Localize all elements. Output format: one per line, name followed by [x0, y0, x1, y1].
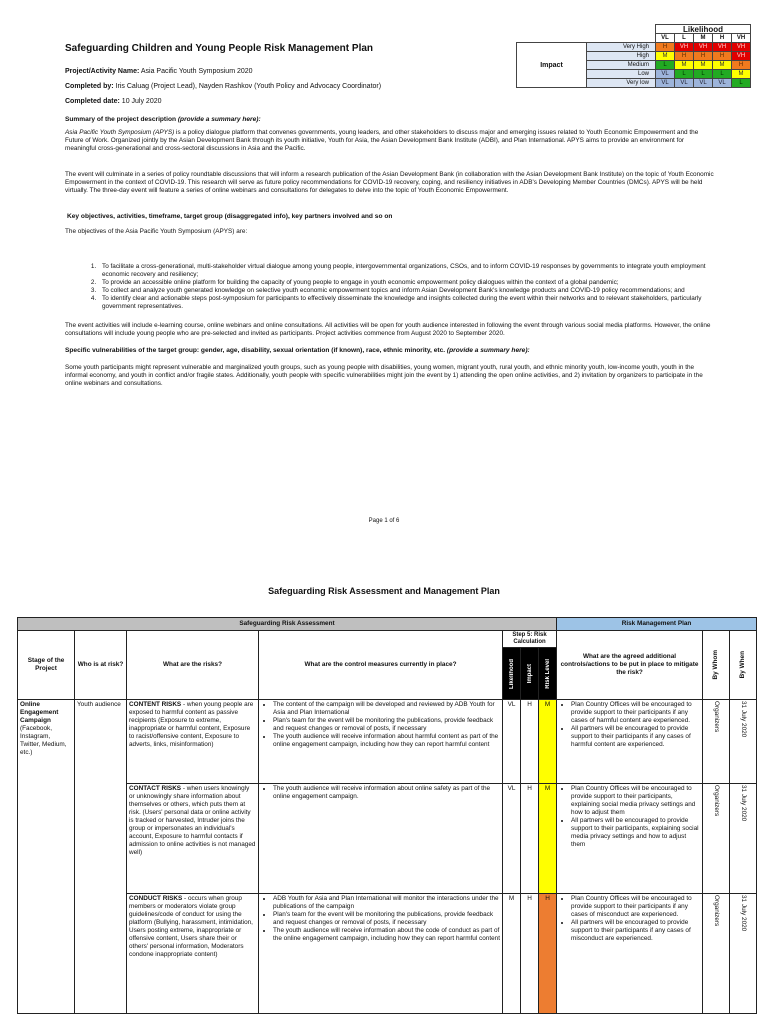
matrix-cell: VH	[713, 43, 732, 52]
risk-title: CONTACT RISKS	[129, 785, 182, 792]
matrix-row-label: Very High	[587, 43, 656, 52]
risk-cell	[127, 700, 259, 784]
matrix-cell: L	[713, 70, 732, 79]
matrix-column-header: M	[694, 34, 713, 43]
risk-title: CONDUCT RISKS	[129, 895, 183, 902]
project-name-value: Asia Pacific Youth Symposium 2020	[140, 68, 253, 75]
control-item: • The youth audience will receive information about the code of conduct as part of the online engagement campaign, including how they can report harmful content	[273, 927, 500, 943]
risk-plan-title: Safeguarding Risk Assessment and Management Plan	[268, 586, 500, 596]
objectives-list	[80, 263, 728, 311]
vulnerabilities-heading-note: (provide a summary here):	[446, 347, 530, 354]
who-cell: Youth audience	[75, 700, 127, 1014]
action-item: • Plan Country Offices will be encouraged to provide support to their participants, explaining social media privacy settings and how to adjust them	[571, 785, 700, 817]
completed-by-line	[65, 83, 381, 90]
likelihood-value: M	[503, 894, 521, 1014]
action-item: • All partners will be encouraged to provide support to their participants, explaining social media privacy settings and how to adjust them	[571, 817, 700, 849]
impact-header: Impact	[526, 663, 533, 684]
activities-paragraph: The event activities will include e-learning course, online webinars and online consultations. All activities will be open for youth audience interested in following the event through various social media platforms. However, the online consultations will include young people who are pre-selected and invited as participants. Project activities commence from August 2020 to September 2020.	[65, 322, 711, 337]
actions-cell	[557, 784, 703, 894]
risk-cell	[127, 784, 259, 894]
summary-heading-note: (provide a summary here):	[177, 116, 261, 123]
matrix-cell: L	[656, 61, 675, 70]
actions-cell	[557, 700, 703, 784]
control-item: • The content of the campaign will be developed and reviewed by ADB Youth for Asia and Plan International	[273, 701, 500, 717]
completed-date-line	[65, 98, 162, 105]
impact-label: Impact	[517, 43, 587, 88]
page-number: Page 1 of 6	[368, 518, 400, 524]
stage-header: Stage of the Project	[18, 631, 75, 700]
matrix-row	[517, 43, 751, 52]
impact-value: H	[521, 784, 539, 894]
objectives-intro: The objectives of the Asia Pacific Youth Symposium (APYS) are:	[65, 228, 248, 235]
completed-date-value: 10 July 2020	[121, 98, 162, 105]
by-when-header: By When	[739, 651, 747, 679]
management-group-header: Risk Management Plan	[557, 618, 757, 631]
risks-header: What are the risks?	[127, 631, 259, 700]
project-name-line	[65, 68, 253, 75]
controls-cell	[259, 784, 503, 894]
likelihood-value: VL	[503, 700, 521, 784]
who-header: Who is at risk?	[75, 631, 127, 700]
matrix-cell: M	[713, 61, 732, 70]
controls-cell	[259, 700, 503, 784]
risk-text: - when young people are exposed to harmful content as passive recipients (Exposure to extreme, inappropriate or harmful content, Exposure to racist/offensive content, Exposure to adverts, links, misinformation)	[129, 701, 254, 748]
by-whom-value: Organizers	[713, 785, 721, 817]
matrix-cell: M	[694, 61, 713, 70]
controls-header: What are the control measures currently in place?	[259, 631, 503, 700]
objectives-heading: Key objectives, activities, timeframe, target group (disaggregated info), key partners involved and so on	[67, 213, 393, 220]
vulnerabilities-heading-text: Specific vulnerabilities of the target group: gender, age, disability, sexual orientation (if known), race, ethnic minority, etc.	[65, 347, 446, 354]
table-row	[18, 894, 757, 1014]
matrix-cell: VL	[694, 79, 713, 88]
objective-item: 2. To provide an accessible online platform for building the capacity of young people to engage in youth economic empowerment policy dialogues within the context of a global pandemic;	[98, 279, 728, 287]
matrix-cell: VH	[694, 43, 713, 52]
matrix-column-header: VL	[656, 34, 675, 43]
control-item: • Plan's team for the event will be monitoring the publications, provide feedback and request changes or removal of posts, if necessary	[273, 717, 500, 733]
risk-level-value: M	[539, 784, 557, 894]
matrix-cell: M	[732, 70, 751, 79]
risk-text: - when users knowingly or unknowingly share information about themselves or others, which puts them at risk. (Users' personal data or online activity is tracked or harvested, Intruder joins the group or impersonates an individual's account, Exposure to harmful contacts if admission to online activities is not managed well)	[129, 785, 256, 856]
matrix-column-header: L	[675, 34, 694, 43]
likelihood-impact-matrix	[516, 24, 751, 88]
stage-cell	[18, 700, 75, 1014]
matrix-row-label: Medium	[587, 61, 656, 70]
by-whom-value: Organizers	[713, 895, 721, 927]
table-row	[18, 700, 757, 784]
completed-by-value: Iris Caluag (Project Lead), Nayden Rashkov (Youth Policy and Advocacy Coordinator)	[115, 83, 382, 90]
by-when-value: 31 July 2020	[740, 701, 748, 738]
action-item: • Plan Country Offices will be encouraged to provide support to their participants if any cases of harmful content are experienced.	[571, 701, 700, 725]
summary-paragraph-1	[65, 129, 715, 153]
risk-title: CONTENT RISKS	[129, 701, 182, 708]
matrix-cell: H	[732, 61, 751, 70]
risk-calculation-header: Step 5: Risk Calculation	[503, 631, 557, 648]
by-whom-value: Organizers	[713, 701, 721, 733]
control-item: • The youth audience will receive information about online safety as part of the online engagement campaign.	[273, 785, 500, 801]
summary-heading	[65, 116, 261, 123]
matrix-cell: H	[694, 52, 713, 61]
objective-item: 1. To facilitate a cross-generational, multi-stakeholder virtual dialogue among young people, intergovernmental organizations, CSOs, and to inform COVID-19 responses by governments to integrate youth employment economic recovery and resiliency;	[98, 263, 728, 279]
apys-name: Asia Pacific Youth Symposium (APYS)	[65, 129, 175, 136]
controls-cell	[259, 894, 503, 1014]
matrix-cell: L	[675, 70, 694, 79]
control-item: • The youth audience will receive information about harmful content as part of the online engagement campaign, including how they can report harmful content	[273, 733, 500, 749]
matrix-row-label: High	[587, 52, 656, 61]
matrix-cell: VH	[732, 52, 751, 61]
completed-date-label: Completed date:	[65, 98, 120, 105]
matrix-cell: VH	[732, 43, 751, 52]
objective-item: 4. To identify clear and actionable steps post-symposium for participants to effectively disseminate the knowledge and insights collected during the event within their networks and to relevant stakeholders, particularly government representatives.	[98, 295, 728, 311]
document-title: Safeguarding Children and Young People Risk Management Plan	[65, 43, 374, 54]
table-row	[18, 784, 757, 894]
objective-item: 3. To collect and analyze youth generated knowledge on selective youth economic empowerment topics and inform Asian Development Bank's knowledge products and COVID-19 policy recommendations; and	[98, 287, 728, 295]
project-name-label: Project/Activity Name:	[65, 68, 140, 75]
likelihood-value: VL	[503, 784, 521, 894]
matrix-cell: M	[675, 61, 694, 70]
assessment-group-header: Safeguarding Risk Assessment	[18, 618, 557, 631]
stage-title: Online Engagement Campaign	[20, 701, 59, 724]
impact-value: H	[521, 894, 539, 1014]
matrix-cell: H	[675, 52, 694, 61]
matrix-cell: H	[713, 52, 732, 61]
by-whom-header: By Whom	[712, 650, 720, 680]
control-item: • Plan's team for the event will be monitoring the publications, provide feedback and request changes or removal of posts, if necessary	[273, 911, 500, 927]
summary-heading-text: Summary of the project description	[65, 116, 177, 123]
matrix-row-label: Very low	[587, 79, 656, 88]
risk-level-header: Risk Level	[544, 658, 551, 689]
control-item: • ADB Youth for Asia and Plan International will monitor the interactions under the publications of the campaign	[273, 895, 500, 911]
matrix-column-header: VH	[732, 34, 751, 43]
summary-paragraph-2: The event will culminate in a series of policy roundtable discussions that will inform a research publication of the Asian Development Bank (in collaboration with the Asian Development Bank Institute) on the topic of Youth Economic Empowerment in the context of COVID-19. This research will serve as future policy recommendations for COVID-19 recovery, coping, and resiliency initiatives in ADB's Developing Member Countries (DMCs). APYS will be held virtually. The three-day event will feature a series of online webinars and consultations for delegates to delve into the topic of Youth Economic Empowerment.	[65, 171, 714, 194]
risk-text: - occurs when group members or moderators violate group guidelines/code of conduct for using the platform (Bullying, harassment, intimidation, Users posting extreme, inappropriate or offensive content, Users share their or others' personal information, Moderators condone inappropriate content)	[129, 895, 253, 958]
vulnerabilities-paragraph: Some youth participants might represent vulnerable and marginalized youth groups, such as young people with disabilities, young women, migrant youth, rural youth, and ethnic minority youth, low-income youth, youth in the informal economy, and youth in conflict and/or fragile states. Additionally, youth people with specific vulnerabilities might join the event by 1) attending the open online activities, and 2) invitation by organizers to participate in the online webinars and consultations.	[65, 364, 703, 387]
likelihood-label: Likelihood	[656, 25, 751, 34]
action-item: • All partners will be encouraged to provide support to their participants if any cases of misconduct are experienced.	[571, 919, 700, 943]
risk-level-value: M	[539, 700, 557, 784]
matrix-column-header: H	[713, 34, 732, 43]
matrix-cell: L	[732, 79, 751, 88]
matrix-cell: M	[656, 52, 675, 61]
matrix-cell: VL	[675, 79, 694, 88]
matrix-cell: VL	[713, 79, 732, 88]
likelihood-header: Likelihood	[508, 658, 515, 689]
matrix-row-label: Low	[587, 70, 656, 79]
summary-p1-text: is a policy dialogue platform that convenes governments, young leaders, and other stakeholders to discuss major and emerging issues related to Youth Economic Empowerment and the Future of Work. Organized jointly by the Asian Development Bank through its youth initiative, Youth for Asia, the Asian Development Bank Institute (ADBI), and Plan International. APYS aims to provide an environment for meaningful cross-generational and cross-sectoral discussions in Asia and the Pacific.	[65, 129, 699, 152]
matrix-cell: L	[694, 70, 713, 79]
by-when-value: 31 July 2020	[740, 785, 748, 822]
completed-by-label: Completed by:	[65, 83, 114, 90]
by-when-value: 31 July 2020	[740, 895, 748, 932]
matrix-cell: VL	[656, 70, 675, 79]
risk-level-value: H	[539, 894, 557, 1014]
matrix-cell: H	[656, 43, 675, 52]
risk-assessment-table	[17, 617, 757, 1014]
matrix-cell: VL	[656, 79, 675, 88]
vulnerabilities-heading	[65, 347, 715, 354]
stage-subtitle: (Facebook, Instagram, Twitter, Medium, etc.)	[20, 725, 67, 756]
additional-controls-header: What are the agreed additional controls/actions to be put in place to mitigate the risk?	[557, 631, 703, 700]
impact-value: H	[521, 700, 539, 784]
risk-cell	[127, 894, 259, 1014]
matrix-cell: VH	[675, 43, 694, 52]
actions-cell	[557, 894, 703, 1014]
action-item: • Plan Country Offices will be encouraged to provide support to their participants if any cases of misconduct are experienced.	[571, 895, 700, 919]
action-item: • All partners will be encouraged to provide support to their participants if any cases of harmful content are experienced.	[571, 725, 700, 749]
